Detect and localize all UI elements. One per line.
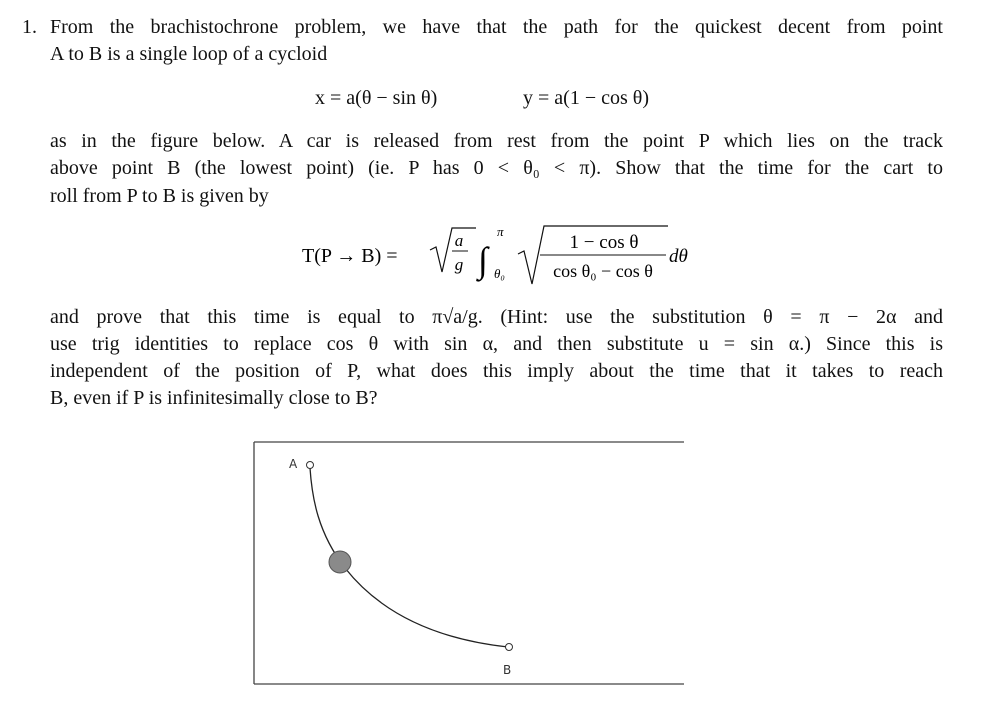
problem-number: 1. (22, 16, 37, 38)
sqrt-sign-outer (430, 228, 476, 272)
equation-x: x = a(θ − sin θ) (315, 87, 438, 109)
d-theta: dθ (669, 246, 688, 267)
integral-sign: ∫ (478, 240, 488, 280)
cycloid-figure (250, 438, 690, 688)
problem-line-9: B, even if P is infinitesimally close to B? (50, 387, 378, 409)
lower-limit: θ₀ (494, 266, 505, 281)
numerator: 1 − cos θ (569, 232, 639, 253)
problem-line-3: as in the figure below. A car is released from rest from the point P which lies on the track (50, 130, 943, 152)
problem-line-7: use trig identities to replace cos θ with sin α, and then substitute u = sin α.) Since this is (50, 333, 943, 355)
point-a-marker (307, 462, 314, 469)
upper-limit: π (497, 224, 504, 239)
problem-line-5: roll from P to B is given by (50, 185, 269, 207)
fraction-a: a (454, 231, 464, 250)
point-b-label: B (503, 663, 512, 677)
denominator: cos θ₀ − cos θ (553, 261, 653, 281)
fraction-g: g (454, 255, 464, 274)
point-a-label: A (289, 457, 298, 471)
point-b-marker (506, 644, 513, 651)
equation-y: y = a(1 − cos θ) (523, 87, 649, 109)
integral-lhs: T(P → B) = (302, 245, 398, 267)
problem-line-1: From the brachistochrone problem, we have that the path for the quickest decent from point (50, 16, 943, 38)
problem-line-2: A to B is a single loop of a cycloid (50, 43, 328, 65)
problem-line-6: and prove that this time is equal to π√a/g. (Hint: use the substitution θ = π − 2α and (50, 306, 943, 328)
car-ball (329, 551, 351, 573)
problem-line-8: independent of the position of P, what does this imply about the time that it takes to reach (50, 360, 943, 382)
problem-line-4: above point B (the lowest point) (ie. P has 0 < θ₀ < π). Show that the time for the cart to (50, 157, 943, 179)
